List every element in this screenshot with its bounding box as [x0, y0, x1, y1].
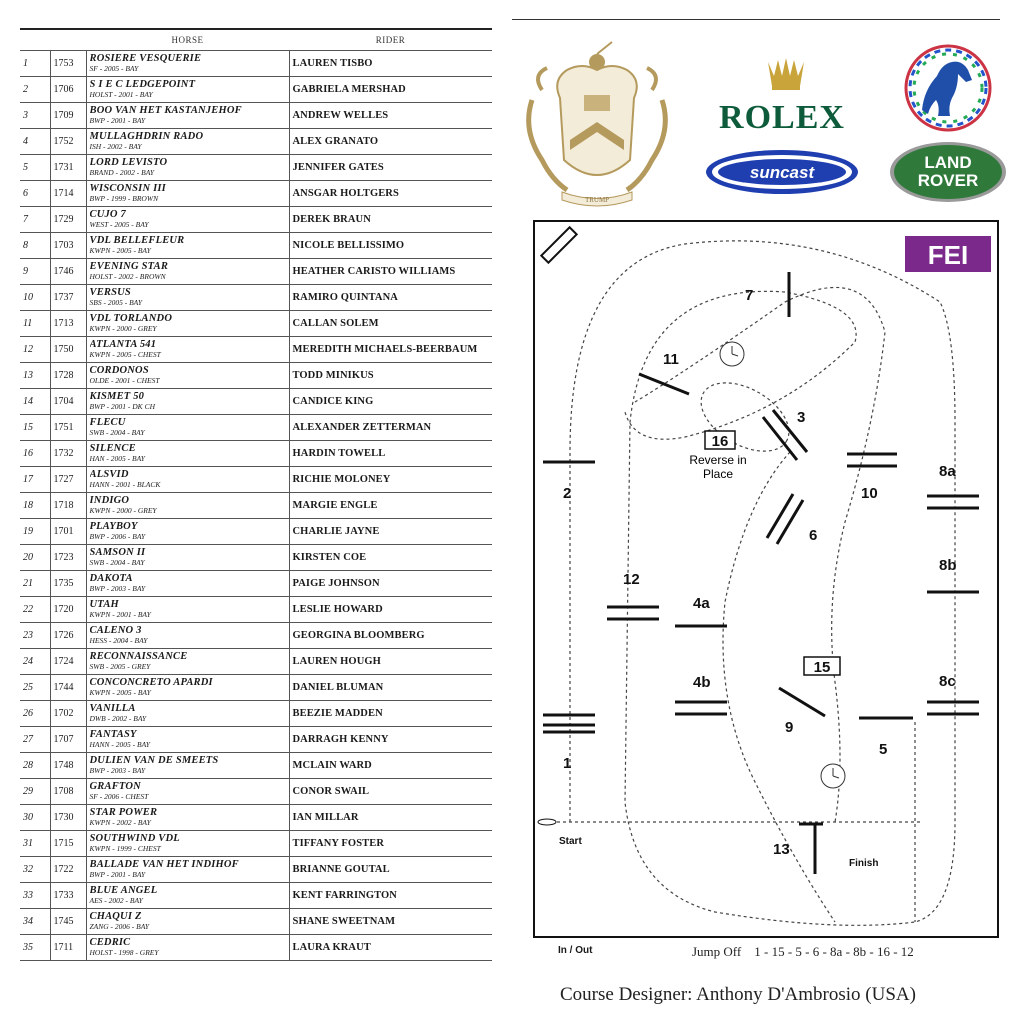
horse-number: 1704 [50, 389, 86, 415]
horse-number: 1709 [50, 103, 86, 129]
clock-icon [821, 764, 845, 788]
course-designer: Course Designer: Anthony D'Ambrosio (USA) [560, 984, 916, 1005]
horse-info: SWB - 2005 - GREY [89, 661, 151, 671]
horse-number: 1732 [50, 441, 86, 467]
horse-cell [86, 727, 289, 753]
rider-name: LAUREN TISBO [289, 51, 492, 77]
start-list-row [20, 545, 492, 571]
rider-name: DANIEL BLUMAN [289, 675, 492, 701]
horse-cell [86, 181, 289, 207]
horse-number: 1731 [50, 155, 86, 181]
horse-number: 1735 [50, 571, 86, 597]
horse-number: 1729 [50, 207, 86, 233]
horse-info: KWPN - 2005 - BAY [89, 245, 151, 255]
row-index: 2 [20, 77, 50, 103]
horse-info: KWPN - 2002 - BAY [89, 817, 151, 827]
fence-label-4a: 4a [693, 595, 710, 612]
horse-cell [86, 571, 289, 597]
horse-cell [86, 623, 289, 649]
start-list-row [20, 181, 492, 207]
start-list-row [20, 753, 492, 779]
start-label: Start [559, 836, 582, 847]
horse-cell [86, 753, 289, 779]
rider-name: HEATHER CARISTO WILLIAMS [289, 259, 492, 285]
horse-info: SWB - 2004 - BAY [89, 557, 145, 567]
row-index: 14 [20, 389, 50, 415]
start-list-row [20, 129, 492, 155]
horse-name: BOO VAN HET KASTANJEHOF [89, 105, 242, 116]
horse-name: MULLAGHDRIN RADO [89, 131, 204, 142]
row-index: 28 [20, 753, 50, 779]
fence-label-10: 10 [861, 485, 878, 502]
rolex-wordmark: ROLEX [719, 99, 845, 136]
horse-name: EVENING STAR [89, 261, 169, 272]
rider-name: IAN MILLAR [289, 805, 492, 831]
horse-info: OLDE - 2001 - CHEST [89, 375, 160, 385]
row-index: 25 [20, 675, 50, 701]
horse-name: CHAQUI Z [89, 911, 142, 922]
header-rider: RIDER [375, 35, 406, 45]
horse-info: BWP - 1999 - BROWN [89, 193, 159, 203]
horse-number: 1737 [50, 285, 86, 311]
row-index: 17 [20, 467, 50, 493]
row-index: 23 [20, 623, 50, 649]
row-index: 15 [20, 415, 50, 441]
horse-cell [86, 779, 289, 805]
horse-name: DAKOTA [89, 573, 133, 584]
row-index: 6 [20, 181, 50, 207]
horse-cell [86, 831, 289, 857]
rider-name: CHARLIE JAYNE [289, 519, 492, 545]
horse-name: FLECU [89, 417, 126, 428]
start-list-row [20, 883, 492, 909]
horse-name: SAMSON II [89, 547, 146, 558]
horse-number: 1707 [50, 727, 86, 753]
fence-label-6: 6 [809, 527, 818, 544]
rider-name: BRIANNE GOUTAL [289, 857, 492, 883]
horse-name: ROSIERE VESQUERIE [89, 53, 202, 64]
horse-number: 1711 [50, 935, 86, 961]
fence-label-11: 11 [663, 351, 679, 368]
horse-cell [86, 285, 289, 311]
jumpoff-label: Jump Off [692, 944, 742, 959]
start-list-row [20, 571, 492, 597]
row-index: 22 [20, 597, 50, 623]
horse-name: GRAFTON [89, 781, 141, 792]
rider-name: PAIGE JOHNSON [289, 571, 492, 597]
fence-label-8c: 8c [939, 673, 956, 690]
rider-name: ALEX GRANATO [289, 129, 492, 155]
horse-cell [86, 389, 289, 415]
in-out-label: In / Out [558, 945, 593, 956]
horse-info: ZANG - 2006 - BAY [89, 921, 150, 931]
horse-number: 1706 [50, 77, 86, 103]
rider-name: ANDREW WELLES [289, 103, 492, 129]
rider-name: CONOR SWAIL [289, 779, 492, 805]
horse-name: VDL TORLANDO [89, 313, 173, 324]
row-index: 35 [20, 935, 50, 961]
fence-label-7: 7 [745, 287, 754, 304]
row-index: 26 [20, 701, 50, 727]
start-list-row [20, 285, 492, 311]
row-index: 29 [20, 779, 50, 805]
start-list-row [20, 701, 492, 727]
start-list-row [20, 727, 492, 753]
horse-name: RECONNAISSANCE [89, 651, 188, 662]
horse-info: KWPN - 1999 - CHEST [89, 843, 161, 853]
horse-number: 1708 [50, 779, 86, 805]
horse-cell [86, 259, 289, 285]
start-list-row [20, 389, 492, 415]
horse-name: CORDONOS [89, 365, 149, 376]
row-index: 13 [20, 363, 50, 389]
fence-label-4b: 4b [693, 674, 711, 691]
horse-number: 1745 [50, 909, 86, 935]
horse-cell [86, 909, 289, 935]
fence-label-5: 5 [879, 741, 888, 758]
horse-cell [86, 935, 289, 961]
start-list-row [20, 623, 492, 649]
start-list [20, 28, 492, 961]
rider-name: TODD MINIKUS [289, 363, 492, 389]
row-index: 11 [20, 311, 50, 337]
horse-info: WEST - 2005 - BAY [89, 219, 149, 229]
horse-cell [86, 675, 289, 701]
start-list-row [20, 909, 492, 935]
horse-info: SF - 2005 - BAY [89, 63, 139, 73]
horse-number: 1753 [50, 51, 86, 77]
horse-cell [86, 701, 289, 727]
horse-number: 1726 [50, 623, 86, 649]
start-list-row [20, 805, 492, 831]
rider-name: GABRIELA MERSHAD [289, 77, 492, 103]
start-list-row [20, 103, 492, 129]
horse-name: CUJO 7 [89, 209, 126, 220]
fence-label-9: 9 [785, 719, 794, 736]
horse-cell [86, 155, 289, 181]
start-list-row [20, 337, 492, 363]
start-list-row [20, 857, 492, 883]
course-plan [533, 220, 999, 938]
start-list-row [20, 779, 492, 805]
horse-cell [86, 805, 289, 831]
row-index: 18 [20, 493, 50, 519]
horse-cell [86, 441, 289, 467]
fence-label-2: 2 [563, 485, 572, 502]
clock-icon [720, 342, 744, 366]
start-list-row [20, 155, 492, 181]
start-list-row [20, 259, 492, 285]
rider-name: MARGIE ENGLE [289, 493, 492, 519]
horse-number: 1701 [50, 519, 86, 545]
jumpoff-marker-15: 15 [813, 659, 831, 676]
finish-label: Finish [849, 858, 879, 869]
horse-name: DULIEN VAN DE SMEETS [89, 755, 219, 766]
horse-name: SILENCE [89, 443, 136, 454]
horse-number: 1750 [50, 337, 86, 363]
horse-info: AES - 2002 - BAY [89, 895, 143, 905]
top-rule-right [512, 19, 1000, 20]
row-index: 21 [20, 571, 50, 597]
horse-cell [86, 467, 289, 493]
horse-info: HAN - 2005 - BAY [89, 453, 145, 463]
rider-name: DARRAGH KENNY [289, 727, 492, 753]
rider-name: RICHIE MOLONEY [289, 467, 492, 493]
rider-name: RAMIRO QUINTANA [289, 285, 492, 311]
horse-info: HANN - 2001 - BLACK [89, 479, 161, 489]
jumpoff-sequence: 1 - 15 - 5 - 6 - 8a - 8b - 16 - 12 [754, 944, 914, 959]
horse-name: CONCONCRETO APARDI [89, 677, 213, 688]
horse-info: DWB - 2002 - BAY [89, 713, 147, 723]
fence-label-8a: 8a [939, 463, 956, 480]
fence-label-13: 13 [773, 841, 790, 858]
start-marker [538, 819, 556, 825]
horse-info: BWP - 2006 - BAY [89, 531, 146, 541]
row-index: 12 [20, 337, 50, 363]
rider-name: GEORGINA BLOOMBERG [289, 623, 492, 649]
rolex-logo [719, 58, 845, 136]
suncast-logo [706, 150, 858, 194]
horse-info: KWPN - 2005 - BAY [89, 687, 151, 697]
reverse-loop [689, 369, 800, 465]
horse-cell [86, 233, 289, 259]
horse-number: 1702 [50, 701, 86, 727]
horse-info: BWP - 2001 - BAY [89, 115, 146, 125]
horse-number: 1752 [50, 129, 86, 155]
horse-number: 1730 [50, 805, 86, 831]
horse-name: CEDRIC [89, 937, 131, 948]
row-index: 27 [20, 727, 50, 753]
horse-name: BLUE ANGEL [89, 885, 158, 896]
row-index: 8 [20, 233, 50, 259]
landrover-line2: ROVER [917, 171, 979, 190]
row-index: 3 [20, 103, 50, 129]
horse-name: BALLADE VAN HET INDIHOF [89, 859, 239, 870]
horse-cell [86, 51, 289, 77]
fence-label-8b: 8b [939, 557, 957, 574]
rider-name: LAURA KRAUT [289, 935, 492, 961]
rider-name: BEEZIE MADDEN [289, 701, 492, 727]
horse-name: LORD LEVISTO [89, 157, 168, 168]
horse-info: KWPN - 2005 - CHEST [89, 349, 161, 359]
reverse-note-line1: Reverse in [689, 453, 747, 467]
horse-name: VANILLA [89, 703, 136, 714]
horse-info: HOLST - 2002 - BROWN [89, 271, 166, 281]
horse-number: 1748 [50, 753, 86, 779]
row-index: 32 [20, 857, 50, 883]
horse-name: FANTASY [89, 729, 137, 740]
horse-info: HOLST - 1998 - GREY [89, 947, 159, 957]
horse-cell [86, 207, 289, 233]
landrover-line1: LAND [924, 153, 972, 172]
start-list-row [20, 207, 492, 233]
horse-name: SOUTHWIND VDL [89, 833, 180, 844]
start-list-row [20, 311, 492, 337]
start-list-row [20, 935, 492, 961]
horse-number: 1720 [50, 597, 86, 623]
horse-info: KWPN - 2001 - BAY [89, 609, 151, 619]
horse-cell [86, 649, 289, 675]
start-list-row [20, 675, 492, 701]
course-diagram [535, 222, 1001, 940]
horse-cell [86, 883, 289, 909]
horse-info: BWP - 2001 - DK CH [89, 401, 155, 411]
horse-name: KISMET 50 [89, 391, 145, 402]
row-index: 24 [20, 649, 50, 675]
horse-number: 1724 [50, 649, 86, 675]
row-index: 33 [20, 883, 50, 909]
horse-cell [86, 77, 289, 103]
row-index: 34 [20, 909, 50, 935]
row-index: 20 [20, 545, 50, 571]
horse-name: WISCONSIN III [89, 183, 166, 194]
horse-info: KWPN - 2000 - GREY [89, 323, 157, 333]
sponsor-logos [512, 40, 1012, 210]
rider-name: LAUREN HOUGH [289, 649, 492, 675]
horse-cell [86, 363, 289, 389]
fence-label-1: 1 [563, 755, 572, 772]
start-list-row [20, 493, 492, 519]
rider-name: DEREK BRAUN [289, 207, 492, 233]
rider-name: SHANE SWEETNAM [289, 909, 492, 935]
horse-name: VDL BELLEFLEUR [89, 235, 185, 246]
row-index: 30 [20, 805, 50, 831]
horse-number: 1733 [50, 883, 86, 909]
start-list-row [20, 831, 492, 857]
rider-name: KIRSTEN COE [289, 545, 492, 571]
horse-number: 1744 [50, 675, 86, 701]
jumpoff-line [692, 944, 914, 960]
rider-name: MCLAIN WARD [289, 753, 492, 779]
start-list-row [20, 363, 492, 389]
start-list-row [20, 233, 492, 259]
fei-wordmark: FEI [927, 240, 969, 270]
horse-info: KWPN - 2000 - GREY [89, 505, 157, 515]
horse-number: 1718 [50, 493, 86, 519]
start-list-row [20, 597, 492, 623]
start-list-row [20, 441, 492, 467]
horse-info: BWP - 2001 - BAY [89, 869, 146, 879]
horse-name: PLAYBOY [89, 521, 138, 532]
horse-number: 1703 [50, 233, 86, 259]
rider-name: NICOLE BELLISSIMO [289, 233, 492, 259]
horse-cell [86, 857, 289, 883]
row-index: 31 [20, 831, 50, 857]
jumpoff-marker-16: 16 [711, 433, 729, 450]
row-index: 5 [20, 155, 50, 181]
row-index: 7 [20, 207, 50, 233]
horse-name: STAR POWER [89, 807, 158, 818]
horse-info: SBS - 2005 - BAY [89, 297, 142, 307]
horse-info: BRAND - 2002 - BAY [89, 167, 155, 177]
start-list-row [20, 467, 492, 493]
start-list-row [20, 51, 492, 77]
horse-name: INDIGO [89, 495, 130, 506]
horse-cell [86, 311, 289, 337]
reverse-note-line2: Place [702, 467, 734, 481]
horse-info: HOLST - 2001 - BAY [89, 89, 153, 99]
start-list-row [20, 649, 492, 675]
fence-label-3: 3 [797, 409, 806, 426]
horse-info: BWP - 2003 - BAY [89, 583, 146, 593]
horse-name: ALSVID [89, 469, 129, 480]
horse-cell [86, 597, 289, 623]
horse-name: UTAH [89, 599, 119, 610]
horse-name: CALENO 3 [89, 625, 142, 636]
horse-number: 1727 [50, 467, 86, 493]
horse-cell [86, 129, 289, 155]
row-index: 16 [20, 441, 50, 467]
horse-info: HESS - 2004 - BAY [89, 635, 148, 645]
rider-name: MEREDITH MICHAELS-BEERBAUM [289, 337, 492, 363]
horse-number: 1746 [50, 259, 86, 285]
horse-info: SF - 2006 - CHEST [89, 791, 149, 801]
horse-cell [86, 545, 289, 571]
horse-name: ATLANTA 541 [89, 339, 157, 350]
rider-name: LESLIE HOWARD [289, 597, 492, 623]
horse-number: 1714 [50, 181, 86, 207]
suncast-wordmark: suncast [749, 163, 815, 182]
rider-name: ALEXANDER ZETTERMAN [289, 415, 492, 441]
horse-info: ISH - 2002 - BAY [89, 141, 142, 151]
horse-number: 1723 [50, 545, 86, 571]
rider-name: JENNIFER GATES [289, 155, 492, 181]
row-index: 19 [20, 519, 50, 545]
start-list-row [20, 77, 492, 103]
horse-info: BWP - 2003 - BAY [89, 765, 146, 775]
horse-info: SWB - 2004 - BAY [89, 427, 145, 437]
horse-cell [86, 415, 289, 441]
crest-logo [529, 42, 666, 206]
rider-name: HARDIN TOWELL [289, 441, 492, 467]
fence-bars [543, 272, 979, 874]
horse-cell [86, 337, 289, 363]
crest-motto: TRUMP [584, 196, 610, 204]
landrover-logo [890, 142, 1006, 202]
horse-number: 1715 [50, 831, 86, 857]
rider-name: ANSGAR HOLTGERS [289, 181, 492, 207]
corner-marker [541, 227, 576, 262]
rider-name: CANDICE KING [289, 389, 492, 415]
header-horse: HORSE [171, 35, 204, 45]
horse-cell [86, 103, 289, 129]
rider-name: CALLAN SOLEM [289, 311, 492, 337]
row-index: 4 [20, 129, 50, 155]
horse-cell [86, 519, 289, 545]
row-index: 10 [20, 285, 50, 311]
horse-cell [86, 493, 289, 519]
rider-name: KENT FARRINGTON [289, 883, 492, 909]
fence-label-12: 12 [623, 571, 640, 588]
track-lines [545, 241, 955, 925]
fei-logo [905, 236, 991, 272]
horse-number: 1713 [50, 311, 86, 337]
start-list-row [20, 519, 492, 545]
globe-horse-logo [906, 46, 990, 130]
start-list-table [20, 30, 492, 961]
horse-name: VERSUS [89, 287, 131, 298]
horse-number: 1722 [50, 857, 86, 883]
horse-name: S I E C LEDGEPOINT [89, 79, 196, 90]
row-index: 1 [20, 51, 50, 77]
horse-info: HANN - 2005 - BAY [89, 739, 150, 749]
start-list-row [20, 415, 492, 441]
rider-name: TIFFANY FOSTER [289, 831, 492, 857]
row-index: 9 [20, 259, 50, 285]
horse-number: 1728 [50, 363, 86, 389]
horse-number: 1751 [50, 415, 86, 441]
